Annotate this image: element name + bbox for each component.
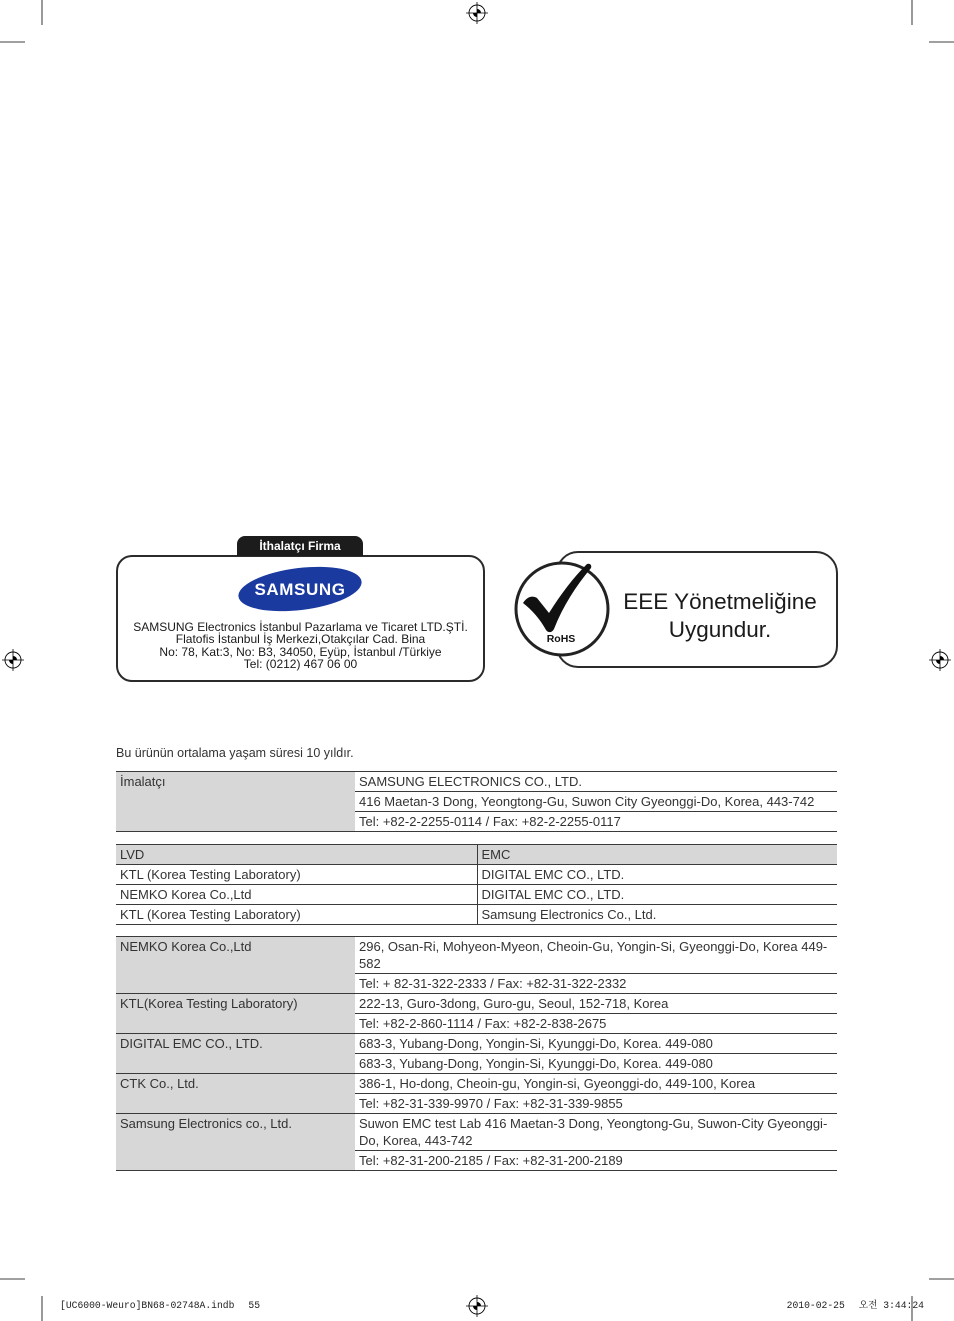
- importer-company-line: SAMSUNG Electronics İstanbul Pazarlama ve Ticaret LTD.ŞTİ.: [133, 620, 468, 634]
- lvd-cell: KTL (Korea Testing Laboratory): [116, 905, 477, 925]
- lab-name: DIGITAL EMC CO., LTD.: [116, 1034, 355, 1074]
- table-row: [116, 1114, 837, 1151]
- lab-address: 386-1, Ho-dong, Cheoin-gu, Yongin-si, Gyeonggi-do, 449-100, Korea: [355, 1074, 837, 1094]
- column-header-lvd: LVD: [116, 845, 477, 865]
- table-row: [116, 1034, 837, 1054]
- print-slug-timestamp: [787, 1299, 924, 1313]
- importer-phone-line: Tel: (0212) 467 06 00: [243, 657, 358, 672]
- lab-phone: Tel: +82-2-860-1114 / Fax: +82-2-838-2675: [355, 1014, 837, 1034]
- slug-date: 2010-02-25: [786, 1300, 845, 1311]
- emc-cell: Samsung Electronics Co., Ltd.: [477, 905, 837, 925]
- lab-phone: Tel: +82-31-200-2185 / Fax: +82-31-200-2189: [355, 1151, 837, 1171]
- registration-mark-left: [2, 649, 24, 671]
- table-row: [116, 937, 837, 974]
- importer-address-line: No: 78, Kat:3, No: B3, 34050, Eyüp, İstanbul /Türkiye: [159, 644, 442, 659]
- lab-phone: Tel: +82-31-339-9970 / Fax: +82-31-339-9855: [355, 1094, 837, 1114]
- logo-wordmark: SAMSUNG: [254, 580, 346, 599]
- samsung-logo: [234, 563, 366, 615]
- table-header-row: [116, 845, 837, 865]
- manufacturer-address: 416 Maetan-3 Dong, Yeongtong-Gu, Suwon City Gyeonggi-Do, Korea, 443-742: [355, 792, 837, 812]
- rohs-badge: [512, 559, 612, 659]
- eee-compliance-text: [603, 588, 837, 644]
- lab-address: 296, Osan-Ri, Mohyeon-Myeon, Cheoin-Gu, Yongin-Si, Gyeonggi-Do, Korea 449-582: [355, 937, 837, 974]
- lifespan-note: Bu ürünün ortalama yaşam süresi 10 yıldır.: [116, 746, 354, 760]
- registration-mark-right: [929, 649, 951, 671]
- lvd-cell: KTL (Korea Testing Laboratory): [116, 865, 477, 885]
- print-slug-file: [60, 1299, 260, 1313]
- registration-mark-top: [466, 2, 488, 24]
- eee-line: Uygundur.: [668, 617, 772, 642]
- manufacturer-table: [116, 771, 837, 832]
- manufacturer-name: SAMSUNG ELECTRONICS CO., LTD.: [355, 772, 837, 792]
- lab-name: KTL(Korea Testing Laboratory): [116, 994, 355, 1034]
- column-header-emc: EMC: [477, 845, 837, 865]
- slug-file-name: [UC6000-Weuro]BN68-02748A.indb: [60, 1300, 235, 1311]
- lab-address: 683-3, Yubang-Dong, Yongin-Si, Kyunggi-Do, Korea. 449-080: [355, 1034, 837, 1054]
- importer-tab-label: İthalatçı Firma: [237, 536, 363, 556]
- table-row: [116, 772, 837, 792]
- importer-address-line: Flatofis İstanbul İş Merkezi,Otakçılar Cad. Bina: [175, 632, 426, 647]
- lvd-cell: NEMKO Korea Co.,Ltd: [116, 885, 477, 905]
- lab-address: Suwon EMC test Lab 416 Maetan-3 Dong, Yeongtong-Gu, Suwon-City Gyeonggi-Do, Korea, 443-742: [355, 1114, 837, 1151]
- table-row: [116, 885, 837, 905]
- manufacturer-phone: Tel: +82-2-2255-0114 / Fax: +82-2-2255-0117: [355, 812, 837, 832]
- emc-cell: DIGITAL EMC CO., LTD.: [477, 865, 837, 885]
- emc-cell: DIGITAL EMC CO., LTD.: [477, 885, 837, 905]
- eee-line: EEE Yönetmeliğine: [623, 589, 817, 614]
- slug-time: 오전 3:44:24: [858, 1300, 924, 1311]
- lab-phone: Tel: + 82-31-322-2333 / Fax: +82-31-322-2332: [355, 974, 837, 994]
- importer-address: [116, 621, 485, 671]
- slug-page-number: 55: [248, 1300, 261, 1311]
- manufacturer-label: İmalatçı: [116, 772, 355, 832]
- table-row: [116, 905, 837, 925]
- lab-address: 683-3, Yubang-Dong, Yongin-Si, Kyunggi-Do, Korea. 449-080: [355, 1054, 837, 1074]
- lab-name: CTK Co., Ltd.: [116, 1074, 355, 1114]
- rohs-label: RoHS: [546, 633, 576, 645]
- lab-name: NEMKO Korea Co.,Ltd: [116, 937, 355, 994]
- table-row: [116, 865, 837, 885]
- table-row: [116, 994, 837, 1014]
- certification-table: [116, 844, 837, 925]
- table-row: [116, 1074, 837, 1094]
- lab-address: 222-13, Guro-3dong, Guro-gu, Seoul, 152-718, Korea: [355, 994, 837, 1014]
- test-labs-table: [116, 936, 837, 1171]
- lab-name: Samsung Electronics co., Ltd.: [116, 1114, 355, 1171]
- registration-mark-bottom: [466, 1295, 488, 1317]
